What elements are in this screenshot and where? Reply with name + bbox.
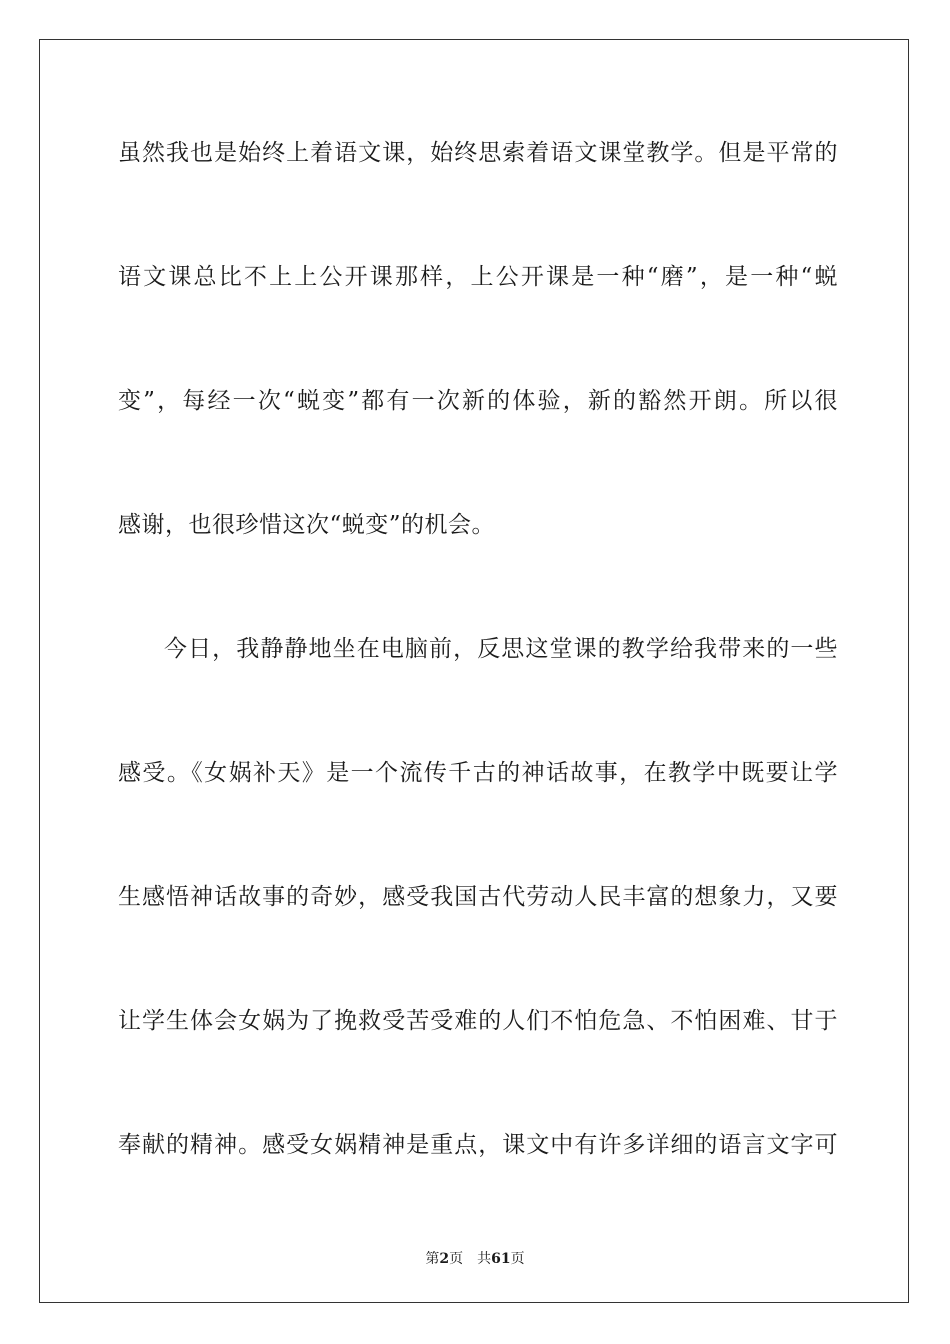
footer-total-number: 61 — [491, 1251, 511, 1267]
paragraph-line-1: 虽然我也是始终上着语文课，始终思索着语文课堂教学。但是平常的 — [118, 140, 838, 166]
paragraph-line-3: 变”，每经一次“蜕变”都有一次新的体验，新的豁然开朗。所以很 — [118, 388, 838, 414]
paragraph-line-8: 让学生体会女娲为了挽救受苦受难的人们不怕危急、不怕困难、甘于 — [118, 1008, 838, 1034]
footer-page-prefix: 第 — [425, 1251, 440, 1267]
page-border — [39, 39, 909, 1303]
footer-total-suffix: 页 — [510, 1251, 525, 1267]
page-footer — [0, 1248, 950, 1268]
paragraph-line-4: 感谢，也很珍惜这次“蜕变”的机会。 — [118, 512, 496, 538]
paragraph-line-2: 语文课总比不上上公开课那样，上公开课是一种“磨”，是一种“蜕 — [118, 264, 838, 290]
paragraph-line-9: 奉献的精神。感受女娲精神是重点，课文中有许多详细的语言文字可 — [118, 1132, 838, 1158]
paragraph-line-5: 今日，我静静地坐在电脑前，反思这堂课的教学给我带来的一些 — [164, 636, 838, 662]
paragraph-line-7: 生感悟神话故事的奇妙，感受我国古代劳动人民丰富的想象力，又要 — [118, 884, 838, 910]
footer-total-prefix: 共 — [477, 1251, 492, 1267]
paragraph-line-6: 感受。《女娲补天》是一个流传千古的神话故事，在教学中既要让学 — [118, 760, 838, 786]
footer-page-number: 2 — [439, 1251, 450, 1267]
footer-page-suffix: 页 — [449, 1251, 464, 1267]
